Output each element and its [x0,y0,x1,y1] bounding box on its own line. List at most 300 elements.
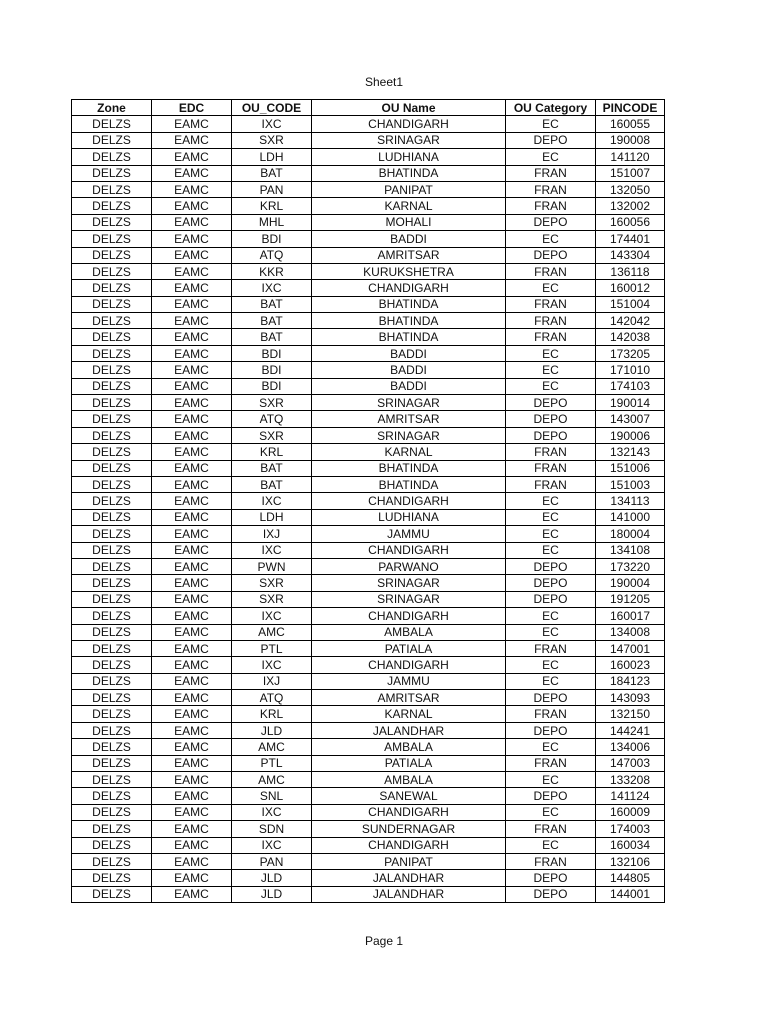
pincode-cell: 142042 [596,313,665,329]
pincode-cell: 151006 [596,460,665,476]
ou-name-cell: PARWANO [312,558,506,574]
pincode-cell: 160056 [596,214,665,230]
zone-cell: DELZS [72,722,152,738]
ou-code-cell: ATQ [232,247,312,263]
zone-cell: DELZS [72,476,152,492]
edc-cell: EAMC [152,509,232,525]
ou-category-cell: EC [506,673,596,689]
ou-name-cell: LUDHIANA [312,149,506,165]
table-row [72,526,665,542]
ou-name-cell: SRINAGAR [312,427,506,443]
pincode-cell: 190008 [596,132,665,148]
pincode-cell: 136118 [596,263,665,279]
pincode-cell: 190014 [596,395,665,411]
ou-name-cell: PANIPAT [312,181,506,197]
ou-code-cell: AMC [232,772,312,788]
edc-cell: EAMC [152,411,232,427]
ou-name-cell: PATIALA [312,755,506,771]
ou-category-cell: FRAN [506,755,596,771]
pincode-cell: 144001 [596,886,665,902]
ou-code-cell: SXR [232,132,312,148]
zone-cell: DELZS [72,706,152,722]
pincode-cell: 144805 [596,870,665,886]
table-row [72,427,665,443]
ou-category-cell: FRAN [506,329,596,345]
ou-code-cell: IXC [232,542,312,558]
edc-cell: EAMC [152,395,232,411]
ou-code-cell: PTL [232,755,312,771]
edc-cell: EAMC [152,755,232,771]
table-row [72,149,665,165]
edc-cell: EAMC [152,165,232,181]
ou-category-cell: DEPO [506,886,596,902]
pincode-cell: 141120 [596,149,665,165]
table-row [72,444,665,460]
table-row [72,821,665,837]
ou-category-cell: DEPO [506,690,596,706]
edc-cell: EAMC [152,444,232,460]
table-row [72,345,665,361]
pincode-cell: 171010 [596,362,665,378]
table-row [72,329,665,345]
table-row [72,395,665,411]
pincode-cell: 141000 [596,509,665,525]
ou-code-cell: BAT [232,165,312,181]
edc-cell: EAMC [152,837,232,853]
edc-cell: EAMC [152,772,232,788]
zone-cell: DELZS [72,198,152,214]
ou-category-cell: EC [506,542,596,558]
ou-code-cell: JLD [232,870,312,886]
pincode-cell: 184123 [596,673,665,689]
zone-cell: DELZS [72,886,152,902]
ou-category-cell: EC [506,116,596,132]
table-row [72,198,665,214]
zone-cell: DELZS [72,788,152,804]
pincode-cell: 160055 [596,116,665,132]
pincode-cell: 160009 [596,804,665,820]
table-row [72,378,665,394]
ou-code-cell: SXR [232,575,312,591]
ou-category-cell: EC [506,657,596,673]
ou-name-cell: KARNAL [312,444,506,460]
edc-cell: EAMC [152,853,232,869]
ou-code-cell: PWN [232,558,312,574]
zone-cell: DELZS [72,804,152,820]
ou-name-cell: BADDI [312,378,506,394]
edc-cell: EAMC [152,804,232,820]
ou-category-cell: EC [506,493,596,509]
zone-cell: DELZS [72,329,152,345]
zone-cell: DELZS [72,608,152,624]
edc-cell: EAMC [152,886,232,902]
ou-name-cell: AMBALA [312,739,506,755]
zone-cell: DELZS [72,247,152,263]
edc-cell: EAMC [152,460,232,476]
table-row [72,739,665,755]
pincode-cell: 151004 [596,296,665,312]
ou-code-cell: JLD [232,886,312,902]
ou-name-cell: PATIALA [312,640,506,656]
zone-cell: DELZS [72,526,152,542]
zone-cell: DELZS [72,280,152,296]
pincode-cell: 132106 [596,853,665,869]
ou-category-cell: EC [506,804,596,820]
zone-cell: DELZS [72,542,152,558]
table-header-row [72,100,665,116]
ou-name-cell: AMRITSAR [312,690,506,706]
zone-cell: DELZS [72,345,152,361]
table-row [72,280,665,296]
pincode-cell: 190004 [596,575,665,591]
ou-code-cell: SXR [232,395,312,411]
zone-cell: DELZS [72,165,152,181]
pincode-cell: 160012 [596,280,665,296]
pincode-cell: 173205 [596,345,665,361]
pincode-cell: 134006 [596,739,665,755]
zone-cell: DELZS [72,214,152,230]
pincode-cell: 141124 [596,788,665,804]
pincode-cell: 143304 [596,247,665,263]
ou-name-cell: KARNAL [312,198,506,214]
edc-cell: EAMC [152,526,232,542]
ou-category-cell: EC [506,231,596,247]
pincode-cell: 191205 [596,591,665,607]
pincode-cell: 133208 [596,772,665,788]
pincode-cell: 132150 [596,706,665,722]
ou-code-cell: BAT [232,476,312,492]
ou-name-cell: CHANDIGARH [312,493,506,509]
zone-cell: DELZS [72,558,152,574]
ou-category-cell: FRAN [506,181,596,197]
table-row [72,362,665,378]
pincode-cell: 160023 [596,657,665,673]
pincode-cell: 147001 [596,640,665,656]
ou-category-cell: DEPO [506,722,596,738]
ou-name-cell: BHATINDA [312,476,506,492]
column-header: EDC [152,100,232,116]
table-row [72,509,665,525]
edc-cell: EAMC [152,558,232,574]
ou-code-cell: IXC [232,116,312,132]
edc-cell: EAMC [152,624,232,640]
edc-cell: EAMC [152,362,232,378]
ou-code-cell: LDH [232,509,312,525]
edc-cell: EAMC [152,313,232,329]
ou-code-cell: IXC [232,804,312,820]
ou-name-cell: CHANDIGARH [312,542,506,558]
ou-code-cell: PAN [232,181,312,197]
zone-cell: DELZS [72,296,152,312]
edc-cell: EAMC [152,542,232,558]
zone-cell: DELZS [72,821,152,837]
ou-name-cell: CHANDIGARH [312,804,506,820]
ou-code-cell: AMC [232,739,312,755]
edc-cell: EAMC [152,247,232,263]
ou-code-cell: SXR [232,427,312,443]
ou-category-cell: EC [506,149,596,165]
ou-category-cell: EC [506,837,596,853]
edc-cell: EAMC [152,640,232,656]
ou-category-cell: EC [506,772,596,788]
zone-cell: DELZS [72,132,152,148]
edc-cell: EAMC [152,231,232,247]
pincode-cell: 190006 [596,427,665,443]
ou-category-cell: FRAN [506,165,596,181]
zone-cell: DELZS [72,673,152,689]
ou-category-cell: EC [506,608,596,624]
ou-category-cell: EC [506,378,596,394]
ou-name-cell: BADDI [312,362,506,378]
ou-name-cell: LUDHIANA [312,509,506,525]
ou-category-cell: FRAN [506,640,596,656]
column-header: PINCODE [596,100,665,116]
table-row [72,591,665,607]
zone-cell: DELZS [72,657,152,673]
ou-name-cell: AMRITSAR [312,411,506,427]
ou-category-cell: FRAN [506,198,596,214]
ou-code-cell: BDI [232,378,312,394]
table-row [72,263,665,279]
zone-cell: DELZS [72,411,152,427]
edc-cell: EAMC [152,673,232,689]
ou-code-cell: IXJ [232,673,312,689]
edc-cell: EAMC [152,149,232,165]
table-row [72,837,665,853]
ou-name-cell: JAMMU [312,673,506,689]
ou-code-cell: KRL [232,198,312,214]
edc-cell: EAMC [152,329,232,345]
zone-cell: DELZS [72,427,152,443]
ou-code-cell: BDI [232,362,312,378]
ou-code-cell: BAT [232,296,312,312]
ou-category-cell: EC [506,526,596,542]
zone-cell: DELZS [72,395,152,411]
zone-cell: DELZS [72,313,152,329]
ou-code-cell: AMC [232,624,312,640]
ou-name-cell: KURUKSHETRA [312,263,506,279]
ou-name-cell: CHANDIGARH [312,837,506,853]
ou-code-cell: BDI [232,345,312,361]
zone-cell: DELZS [72,263,152,279]
ou-code-cell: IXC [232,493,312,509]
pincode-cell: 160034 [596,837,665,853]
ou-code-cell: MHL [232,214,312,230]
pincode-cell: 134113 [596,493,665,509]
zone-cell: DELZS [72,181,152,197]
ou-category-cell: FRAN [506,706,596,722]
edc-cell: EAMC [152,116,232,132]
ou-category-cell: EC [506,624,596,640]
table-row [72,165,665,181]
table-row [72,690,665,706]
ou-code-cell: LDH [232,149,312,165]
ou-category-cell: FRAN [506,460,596,476]
table-row [72,181,665,197]
zone-cell: DELZS [72,772,152,788]
table-row [72,673,665,689]
ou-code-cell: BAT [232,329,312,345]
ou-name-cell: CHANDIGARH [312,608,506,624]
ou-name-cell: JALANDHAR [312,870,506,886]
column-header: OU Category [506,100,596,116]
zone-cell: DELZS [72,444,152,460]
ou-code-cell: PAN [232,853,312,869]
ou-name-cell: AMBALA [312,624,506,640]
ou-name-cell: BHATINDA [312,460,506,476]
ou-name-cell: CHANDIGARH [312,116,506,132]
column-header: OU_CODE [232,100,312,116]
edc-cell: EAMC [152,591,232,607]
ou-name-cell: BADDI [312,231,506,247]
edc-cell: EAMC [152,575,232,591]
ou-name-cell: BHATINDA [312,296,506,312]
edc-cell: EAMC [152,181,232,197]
zone-cell: DELZS [72,739,152,755]
ou-code-cell: ATQ [232,411,312,427]
table-row [72,231,665,247]
ou-category-cell: DEPO [506,575,596,591]
pincode-cell: 132143 [596,444,665,460]
pincode-cell: 132050 [596,181,665,197]
ou-category-cell: EC [506,509,596,525]
table-row [72,772,665,788]
zone-cell: DELZS [72,362,152,378]
zone-cell: DELZS [72,640,152,656]
zone-cell: DELZS [72,591,152,607]
edc-cell: EAMC [152,198,232,214]
column-header: OU Name [312,100,506,116]
ou-category-cell: DEPO [506,558,596,574]
edc-cell: EAMC [152,739,232,755]
ou-code-cell: KRL [232,706,312,722]
edc-cell: EAMC [152,280,232,296]
ou-category-cell: DEPO [506,247,596,263]
table-row [72,657,665,673]
ou-name-cell: CHANDIGARH [312,657,506,673]
ou-code-cell: IXJ [232,526,312,542]
ou-name-cell: MOHALI [312,214,506,230]
edc-cell: EAMC [152,493,232,509]
ou-name-cell: CHANDIGARH [312,280,506,296]
table-row [72,788,665,804]
zone-cell: DELZS [72,575,152,591]
pincode-cell: 173220 [596,558,665,574]
pincode-cell: 180004 [596,526,665,542]
ou-code-cell: BAT [232,313,312,329]
zone-cell: DELZS [72,116,152,132]
table-row [72,706,665,722]
pincode-cell: 132002 [596,198,665,214]
ou-name-cell: SRINAGAR [312,575,506,591]
ou-name-cell: JAMMU [312,526,506,542]
zone-cell: DELZS [72,690,152,706]
table-row [72,476,665,492]
pincode-cell: 134008 [596,624,665,640]
table-row [72,722,665,738]
ou-category-cell: DEPO [506,214,596,230]
table-row [72,411,665,427]
ou-category-cell: FRAN [506,296,596,312]
ou-code-cell: JLD [232,722,312,738]
pincode-cell: 134108 [596,542,665,558]
ou-name-cell: SANEWAL [312,788,506,804]
ou-category-cell: FRAN [506,476,596,492]
pincode-cell: 151003 [596,476,665,492]
table-row [72,493,665,509]
table-row [72,460,665,476]
ou-name-cell: PANIPAT [312,853,506,869]
ou-category-cell: DEPO [506,132,596,148]
ou-category-cell: DEPO [506,427,596,443]
edc-cell: EAMC [152,608,232,624]
zone-cell: DELZS [72,870,152,886]
zone-cell: DELZS [72,837,152,853]
edc-cell: EAMC [152,132,232,148]
ou-code-cell: IXC [232,608,312,624]
ou-code-cell: SXR [232,591,312,607]
ou-category-cell: EC [506,362,596,378]
table-row [72,755,665,771]
ou-name-cell: JALANDHAR [312,886,506,902]
table-row [72,886,665,902]
ou-category-cell: FRAN [506,821,596,837]
pincode-cell: 142038 [596,329,665,345]
ou-category-cell: DEPO [506,395,596,411]
edc-cell: EAMC [152,476,232,492]
edc-cell: EAMC [152,722,232,738]
ou-name-cell: AMRITSAR [312,247,506,263]
table-row [72,575,665,591]
ou-name-cell: SRINAGAR [312,395,506,411]
table-row [72,214,665,230]
column-header: Zone [72,100,152,116]
page-number: Page 1 [364,934,404,948]
ou-code-cell: KRL [232,444,312,460]
zone-cell: DELZS [72,460,152,476]
edc-cell: EAMC [152,821,232,837]
table-row [72,132,665,148]
ou-name-cell: AMBALA [312,772,506,788]
ou-code-cell: SDN [232,821,312,837]
ou-category-cell: EC [506,345,596,361]
ou-category-cell: FRAN [506,263,596,279]
ou-name-cell: JALANDHAR [312,722,506,738]
edc-cell: EAMC [152,706,232,722]
pincode-cell: 174003 [596,821,665,837]
zone-cell: DELZS [72,755,152,771]
ou-code-cell: IXC [232,280,312,296]
edc-cell: EAMC [152,690,232,706]
table-row [72,558,665,574]
ou-code-cell: BAT [232,460,312,476]
ou-name-cell: KARNAL [312,706,506,722]
zone-cell: DELZS [72,624,152,640]
pincode-cell: 144241 [596,722,665,738]
ou-category-cell: FRAN [506,444,596,460]
pincode-cell: 143093 [596,690,665,706]
table-row [72,624,665,640]
table-row [72,608,665,624]
ou-category-cell: EC [506,280,596,296]
edc-cell: EAMC [152,378,232,394]
zone-cell: DELZS [72,493,152,509]
ou-category-cell: DEPO [506,591,596,607]
ou-category-cell: FRAN [506,313,596,329]
data-table [71,99,665,903]
ou-category-cell: DEPO [506,411,596,427]
ou-code-cell: KKR [232,263,312,279]
